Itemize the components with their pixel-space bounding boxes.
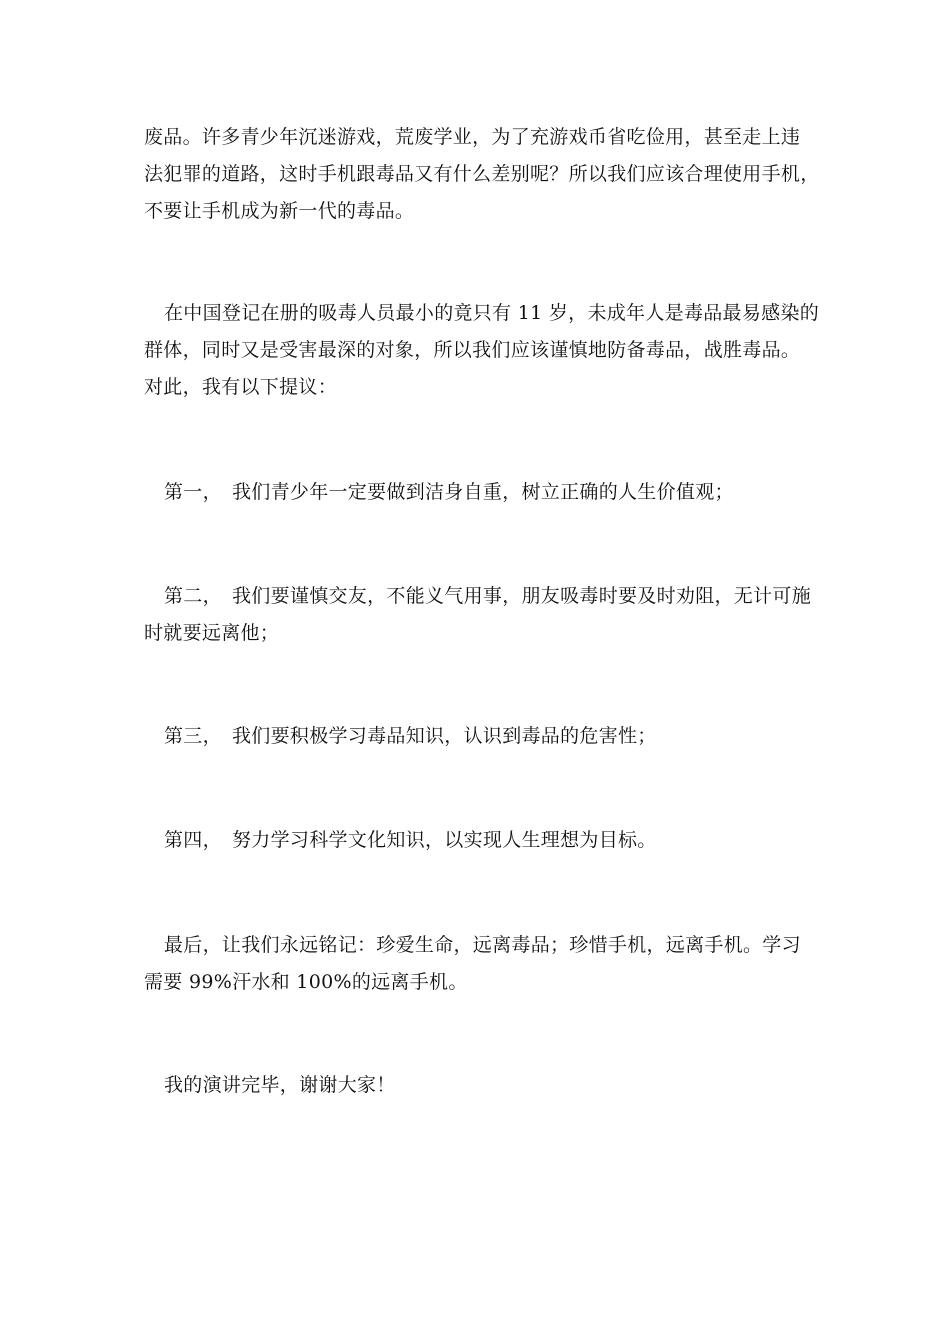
suggestion-label: 第二， — [164, 585, 222, 607]
suggestion-text: 我们要积极学习毒品知识，认识到毒品的危害性； — [232, 725, 657, 747]
text-line — [144, 474, 812, 511]
text-line: 在中国登记在册的吸毒人员最小的竟只有 11 岁，未成年人是毒品最易感染的 — [164, 302, 820, 324]
text-line: 需要 99%汗水和 100%的远离手机。 — [144, 971, 468, 993]
text-line — [144, 822, 812, 859]
text-line — [144, 718, 812, 755]
suggestion-item-1 — [144, 474, 812, 511]
text-line: 群体，同时又是受害最深的对象，所以我们应该谨慎地防备毒品，战胜毒品。 — [144, 339, 801, 361]
text-line: 最后，让我们永远铭记：珍爱生命，远离毒品；珍惜手机，远离手机。学习 — [164, 934, 801, 956]
paragraph-closing — [144, 927, 812, 1001]
suggestion-text: 努力学习科学文化知识，以实现人生理想为目标。 — [232, 829, 657, 851]
suggestion-label: 第一， — [164, 481, 222, 503]
text-line: 法犯罪的道路，这时手机跟毒品又有什么差别呢？所以我们应该合理使用手机， — [144, 163, 820, 185]
text-line — [144, 578, 812, 615]
suggestion-label: 第三， — [164, 725, 222, 747]
text-line: 不要让手机成为新一代的毒品。 — [144, 200, 415, 222]
text-line: 对此，我有以下提议： — [144, 376, 338, 398]
paragraph-drug-statistics — [144, 295, 820, 406]
text-line: 我的演讲完毕，谢谢大家！ — [164, 1074, 396, 1096]
suggestion-label: 第四， — [164, 829, 222, 851]
suggestion-item-2 — [144, 578, 812, 652]
suggestion-text: 我们青少年一定要做到洁身自重，树立正确的人生价值观； — [232, 481, 734, 503]
suggestion-text: 我们要谨慎交友，不能义气用事，朋友吸毒时要及时劝阻，无计可施 — [232, 585, 812, 607]
paragraph-thanks — [144, 1067, 812, 1104]
suggestion-item-3 — [144, 718, 812, 755]
paragraph-phone-addiction — [144, 119, 820, 230]
text-line: 时就要远离他； — [144, 622, 280, 644]
suggestion-item-4 — [144, 822, 812, 859]
text-line: 废品。许多青少年沉迷游戏，荒废学业，为了充游戏币省吃俭用，甚至走上违 — [144, 126, 801, 148]
